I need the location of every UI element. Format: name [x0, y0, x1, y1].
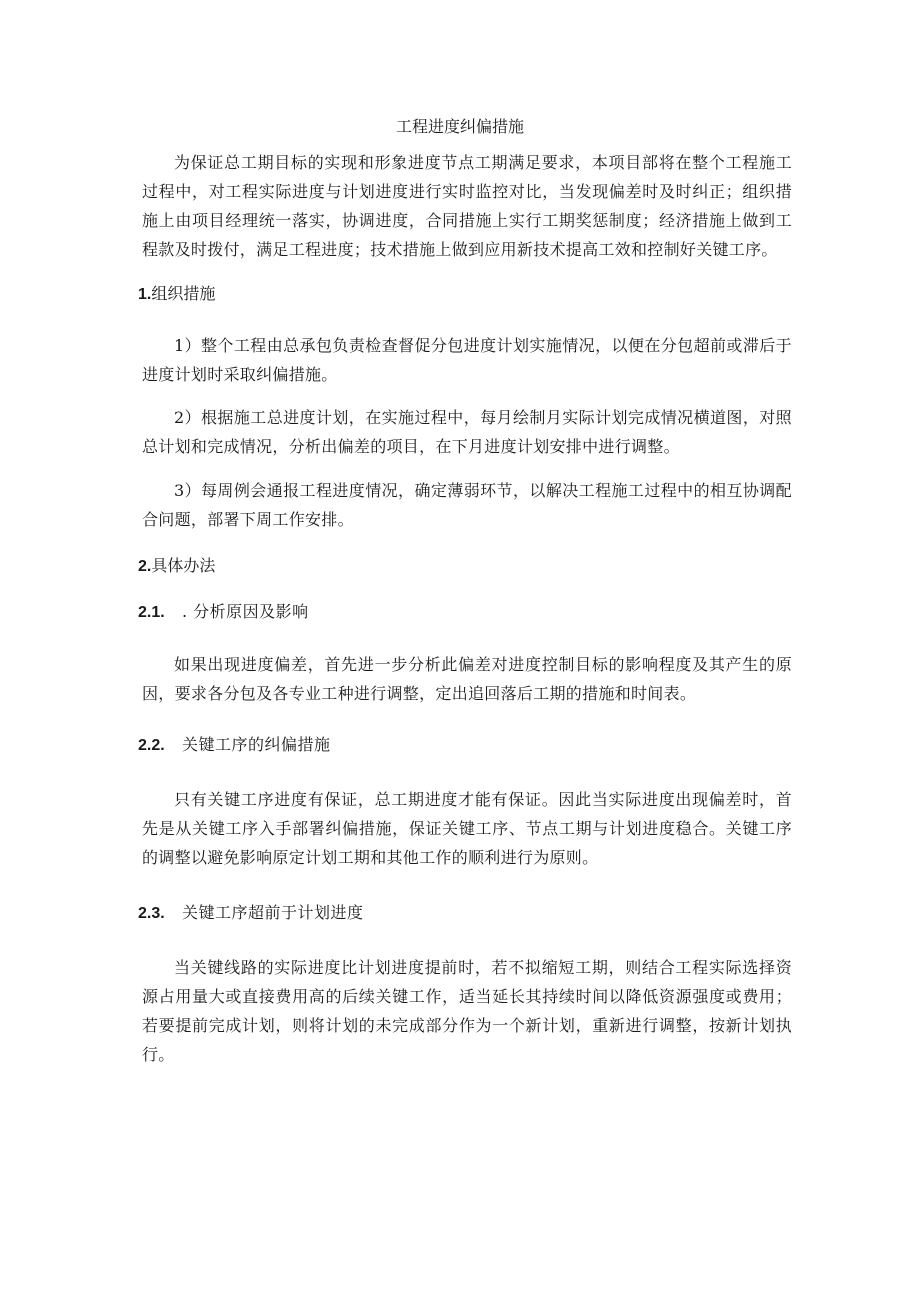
subsection-2-3-number: 2.3.	[138, 905, 165, 922]
section-1-item-3: 3）每周例会通报工程进度情况，确定薄弱环节，以解决工程施工过程中的相互协调配合问题，部署下周工作安排。	[142, 481, 792, 529]
section-1-number: 1.	[138, 286, 152, 303]
section-1-item-1: 1）整个工程由总承包负责检查督促分包进度计划实施情况，以便在分包超前或滞后于进度计划时采取纠偏措施。	[142, 336, 792, 384]
subsection-2-1-number: 2.1.	[138, 604, 165, 621]
section-2-title: 具体办法	[151, 556, 216, 575]
subsection-2-3-heading	[138, 902, 364, 925]
subsection-2-2-heading	[138, 734, 331, 757]
subsection-2-2-number: 2.2.	[138, 737, 165, 754]
section-2-heading	[138, 555, 215, 578]
document-title: 工程进度纠偏措施	[395, 117, 524, 136]
subsection-2-3-body: 当关键线路的实际进度比计划进度提前时，若不拟缩短工期，则结合工程实际选择资源占用量大或直接费用高的后续关键工作，适当延长其持续时间以降低资源强度或费用；若要提前完成计划，则将计划的未完成部分作为一个新计划，重新进行调整，按新计划执行。	[142, 958, 792, 1064]
section-1-heading	[138, 283, 215, 306]
subsection-2-1-body: 如果出现进度偏差，首先进一步分析此偏差对进度控制目标的影响程度及其产生的原因，要求各分包及各专业工种进行调整，定出追回落后工期的措施和时间表。	[142, 655, 792, 703]
intro-paragraph: 为保证总工期目标的实现和形象进度节点工期满足要求，本项目部将在整个工程施工过程中，对工程实际进度与计划进度进行实时监控对比，当发现偏差时及时纠正；组织措施上由项目经理统一落实，协调进度，合同措施上实行工期奖惩制度；经济措施上做到工程款及时拨付，满足工程进度；技术措施上做到应用新技术提高工效和控制好关键工序。	[142, 153, 792, 259]
subsection-2-2-title: 关键工序的纠偏措施	[182, 735, 331, 754]
section-1-item-2: 2）根据施工总进度计划，在实施过程中，每月绘制月实际计划完成情况横道图，对照总计划和完成情况，分析出偏差的项目，在下月进度计划安排中进行调整。	[142, 408, 792, 456]
subsection-2-1-title: . 分析原因及影响	[182, 602, 309, 621]
subsection-2-1-heading	[138, 601, 309, 624]
section-2-number: 2.	[138, 558, 152, 575]
subsection-2-2-body: 只有关键工序进度有保证，总工期进度才能有保证。因此当实际进度出现偏差时，首先是从关键工序入手部署纠偏措施，保证关键工序、节点工期与计划进度稳合。关键工序的调整以避免影响原定计划工期和其他工作的顺利进行为原则。	[142, 790, 792, 867]
section-1-title: 组织措施	[151, 284, 216, 303]
subsection-2-3-title: 关键工序超前于计划进度	[182, 903, 364, 922]
